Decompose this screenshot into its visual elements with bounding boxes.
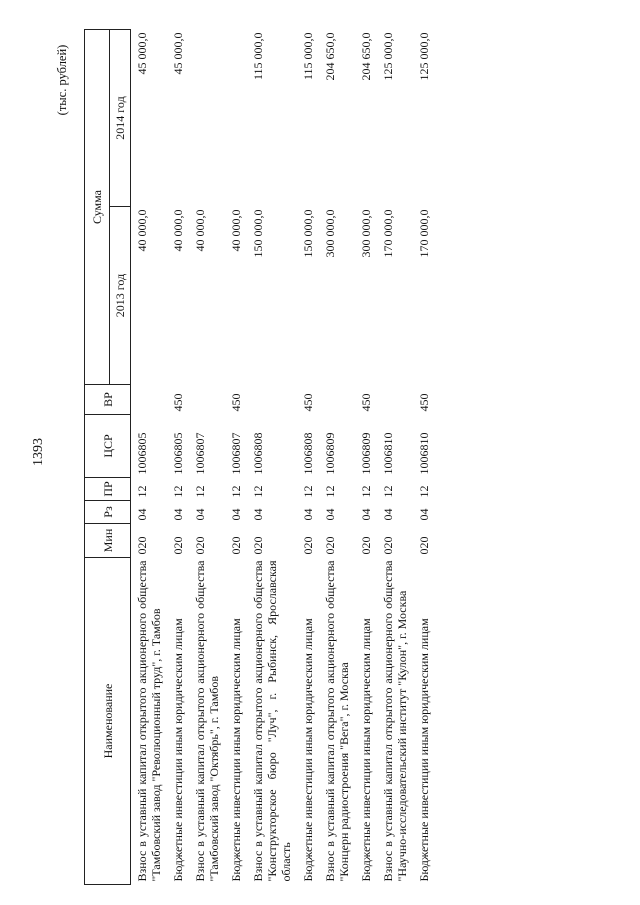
rotated-page (84, 30, 526, 885)
table-row (319, 29, 355, 884)
row-csr: 1006807 (229, 432, 243, 475)
row-2014: 115 000,0 (251, 32, 265, 81)
units-label: (тыс. рублей) (55, 44, 69, 116)
row-name: Взнос в уставный капитал открытого акционерного общества "Конструкторское бюро "Луч", г. Рыбинск, Ярославская область (251, 560, 293, 882)
row-2014: 45 000,0 (135, 32, 149, 75)
table-row (167, 29, 189, 884)
row-pr: 12 (417, 485, 431, 498)
row-min: 020 (171, 536, 185, 555)
row-pr: 12 (193, 485, 207, 498)
row-name: Взнос в уставный капитал открытого акционерного общества "Тамбовский завод "Революционный труд", г. Тамбов (135, 560, 163, 882)
row-min: 020 (193, 536, 207, 555)
row-rz: 04 (229, 508, 243, 521)
table-header (85, 29, 131, 884)
row-2013: 150 000,0 (301, 209, 315, 258)
table-row (297, 29, 319, 884)
row-name: Бюджетные инвестиции иным юридическим лицам (359, 618, 373, 882)
row-2013: 40 000,0 (135, 209, 149, 252)
row-2013: 170 000,0 (381, 209, 395, 258)
header-name: Наименование (85, 558, 131, 885)
header-min: Мин (85, 524, 131, 558)
row-min: 020 (323, 536, 337, 555)
row-csr: 1006809 (323, 432, 337, 475)
row-2014: 204 650,0 (323, 32, 337, 81)
row-name: Бюджетные инвестиции иным юридическим лицам (171, 618, 185, 882)
row-vr: 450 (359, 393, 373, 412)
row-pr: 12 (135, 485, 149, 498)
row-2013: 40 000,0 (193, 209, 207, 252)
row-name: Взнос в уставный капитал открытого акционерного общества "Концерн радиостроения "Вега", г. Москва (323, 560, 351, 882)
row-pr: 12 (251, 485, 265, 498)
row-pr: 12 (323, 485, 337, 498)
row-2014 (225, 29, 247, 206)
row-vr: 450 (229, 393, 243, 412)
table-row (225, 29, 247, 884)
row-min: 020 (135, 536, 149, 555)
header-vr: ВР (85, 385, 131, 415)
table-row (413, 29, 435, 884)
header-pr: ПР (85, 478, 131, 501)
row-csr: 1006810 (381, 432, 395, 475)
row-2014: 204 650,0 (359, 32, 373, 81)
row-min: 020 (381, 536, 395, 555)
row-vr (377, 385, 413, 415)
row-2013: 300 000,0 (323, 209, 337, 258)
header-2013: 2013 год (110, 207, 131, 385)
row-rz: 04 (171, 508, 185, 521)
row-2014: 125 000,0 (381, 32, 395, 81)
row-rz: 04 (417, 508, 431, 521)
header-2014: 2014 год (110, 29, 131, 206)
table-row (189, 29, 225, 884)
row-vr: 450 (171, 393, 185, 412)
header-csr: ЦСР (85, 415, 131, 478)
row-name: Бюджетные инвестиции иным юридическим лицам (229, 618, 243, 882)
row-csr: 1006810 (417, 432, 431, 475)
row-rz: 04 (323, 508, 337, 521)
row-csr: 1006809 (359, 432, 373, 475)
row-csr: 1006805 (135, 432, 149, 475)
row-rz: 04 (193, 508, 207, 521)
row-vr: 450 (301, 393, 315, 412)
row-min: 020 (251, 536, 265, 555)
row-name: Бюджетные инвестиции иным юридическим лицам (417, 618, 431, 882)
row-2014 (189, 29, 225, 206)
row-vr (247, 385, 297, 415)
row-pr: 12 (381, 485, 395, 498)
row-vr (131, 385, 168, 415)
row-min: 020 (229, 536, 243, 555)
table-body (131, 29, 436, 884)
row-rz: 04 (381, 508, 395, 521)
row-csr: 1006805 (171, 432, 185, 475)
row-2013: 300 000,0 (359, 209, 373, 258)
row-2013: 40 000,0 (171, 209, 185, 252)
row-pr: 12 (359, 485, 373, 498)
row-pr: 12 (229, 485, 243, 498)
row-2014: 125 000,0 (417, 32, 431, 81)
header-rz: Рз (85, 501, 131, 524)
row-rz: 04 (359, 508, 373, 521)
row-name: Бюджетные инвестиции иным юридическим лицам (301, 618, 315, 882)
row-pr: 12 (301, 485, 315, 498)
table-row (377, 29, 413, 884)
row-min: 020 (301, 536, 315, 555)
row-rz: 04 (251, 508, 265, 521)
budget-table (84, 29, 435, 885)
row-name: Взнос в уставный капитал открытого акционерного общества "Тамбовский завод "Октябрь", г. Тамбов (193, 560, 221, 882)
row-vr: 450 (417, 393, 431, 412)
row-2014: 45 000,0 (171, 32, 185, 75)
row-pr: 12 (171, 485, 185, 498)
table-row (247, 29, 297, 884)
row-min: 020 (417, 536, 431, 555)
row-2013: 170 000,0 (417, 209, 431, 258)
table-row (355, 29, 377, 884)
row-2014: 115 000,0 (301, 32, 315, 81)
table-row (131, 29, 168, 884)
row-2013: 40 000,0 (229, 209, 243, 252)
row-csr: 1006807 (193, 432, 207, 475)
row-rz: 04 (301, 508, 315, 521)
row-vr (189, 385, 225, 415)
page-number: 1393 (31, 438, 46, 466)
header-sum: Сумма (85, 29, 110, 384)
row-vr (319, 385, 355, 415)
row-min: 020 (359, 536, 373, 555)
row-rz: 04 (135, 508, 149, 521)
row-2013: 150 000,0 (251, 209, 265, 258)
row-name: Взнос в уставный капитал открытого акционерного общества "Научно-исследовательский институт "Кулон", г. Москва (381, 560, 409, 882)
row-csr: 1006808 (301, 432, 315, 475)
row-csr: 1006808 (251, 432, 265, 475)
